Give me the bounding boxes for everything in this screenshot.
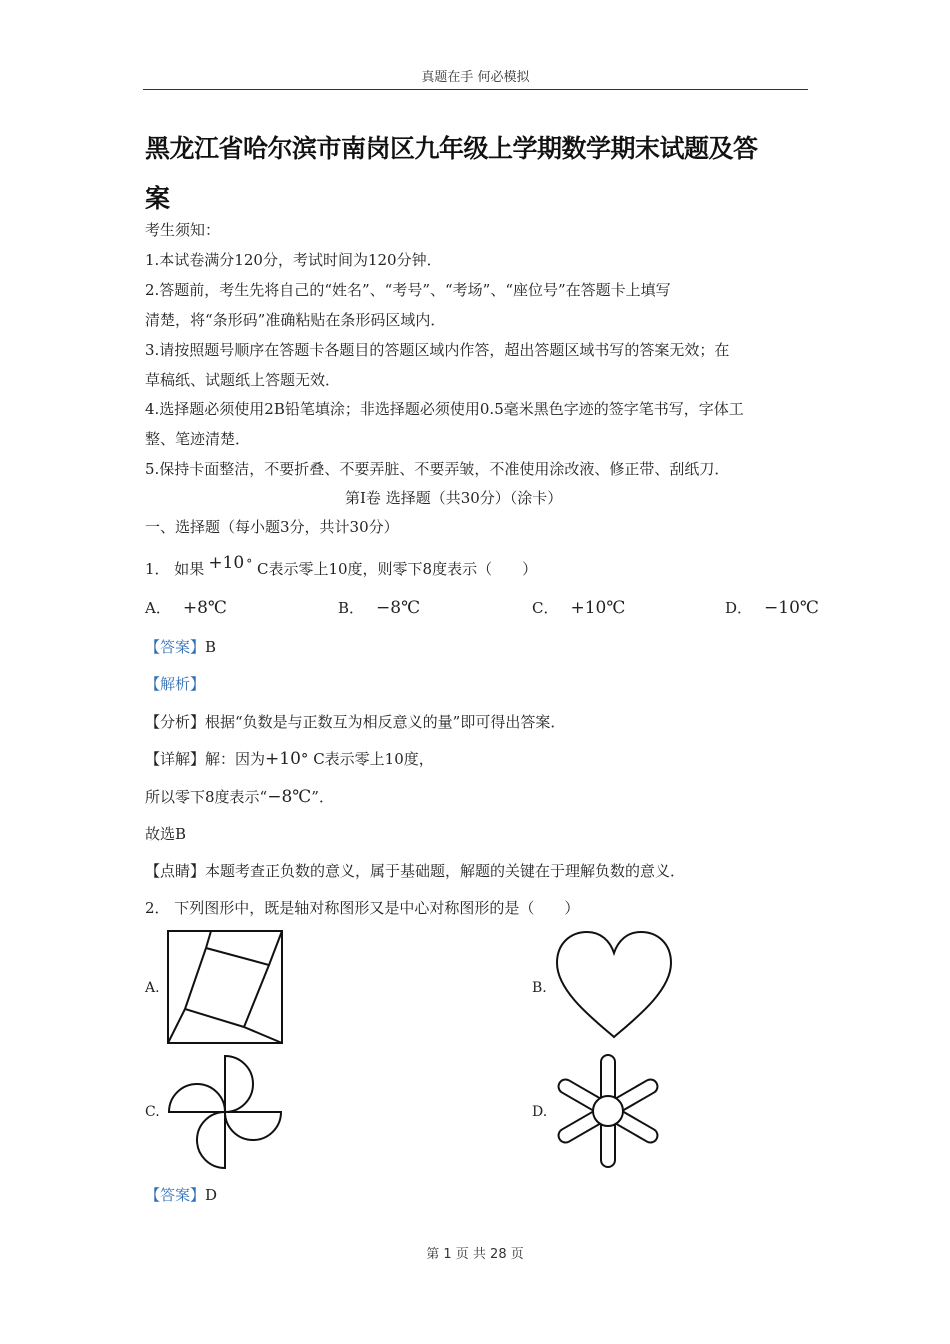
answer-value: D [205,1186,218,1204]
q1-so [145,786,334,807]
q1-comment [145,860,685,881]
detail-pre: 解：因为 [205,750,266,768]
option-label: C． [532,599,559,617]
header-divider [143,89,808,90]
fenxi-text: 根据“负数是与正数互为相反意义的量”即可得出答案． [205,713,566,731]
so-post: ”． [311,788,334,806]
page-header: 真题在手 何必模拟 [421,70,530,85]
notice-item: 2.答题前，考生先将自己的“姓名”、“考号”、“考场”、“座位号”在答题卡上填写 [145,281,671,299]
option-value: −10℃ [764,598,819,618]
so-pre: 所以零下8度表示“ [145,788,268,806]
figure-a-square-pinwheel [166,929,284,1047]
detail-math: +10 [265,749,301,769]
comment-tag: 【点睛】 [145,862,206,880]
q1-degree: ° [246,557,253,571]
q2-label-b: B. [532,980,547,996]
answer-tag: 【答案】 [145,1186,206,1204]
option-value: +8℃ [182,598,227,618]
answer-value: B [205,638,217,656]
q2-stem: 2． 下列图形中，既是轴对称图形又是中心对称图形的是（ ） [145,899,580,917]
so-math: −8℃ [267,787,312,807]
q2-label-a: A. [145,980,160,996]
q2-label-d: D. [532,1104,548,1120]
q1-answer [145,636,216,657]
fenxi-tag: 【分析】 [145,713,206,731]
q2-answer [145,1184,217,1205]
detail-post: ° C表示零上10度， [300,750,434,768]
figure-c-pinwheel [166,1053,284,1171]
figure-d-flower [553,1052,665,1170]
detail-tag: 【详解】 [145,750,206,768]
q1-math: +10 [208,553,245,573]
notice-item: 3.请按照题号顺序在答题卡各题目的答题区域内作答，超出答题区域书写的答案无效；在 [145,341,730,359]
q1-prefix: 1． 如果 [145,560,205,578]
notice-item: 1.本试卷满分120分，考试时间为120分钟． [145,251,442,269]
section-heading: 一、选择题（每小题3分，共计30分） [145,518,399,536]
q1-option-c [532,597,625,618]
comment-text: 本题考查正负数的意义，属于基础题，解题的关键在于理解负数的意义． [205,862,686,880]
q2-label-c: C. [145,1104,160,1120]
option-label: A． [145,599,171,617]
notice-item: 整、笔迹清楚． [145,430,251,448]
q1-option-b [338,597,420,618]
q1-choose: 故选B [145,825,187,843]
q1-stem [145,553,538,579]
page-footer: 第 1 页 共 28 页 [426,1247,524,1262]
option-value: −8℃ [376,598,421,618]
q1-fenxi [145,711,565,732]
q1-detail [145,748,434,769]
q1-option-d [725,597,819,618]
q1-suffix: C表示零上10度，则零下8度表示（ ） [252,560,538,578]
volume-heading: 第Ⅰ卷 选择题（共30分）（涂卡） [345,489,563,507]
option-label: B． [338,599,365,617]
notice-item: 清楚，将“条形码”准确粘贴在条形码区域内． [145,311,446,329]
notice-item: 4.选择题必须使用2B铅笔填涂；非选择题必须使用0.5毫米黑色字迹的签字笔书写，字体工 [145,400,744,418]
analysis-tag: 【解析】 [145,675,206,693]
option-label: D． [725,599,753,617]
notice-item: 5.保持卡面整洁，不要折叠、不要弄脏、不要弄皱，不准使用涂改液、修正带、刮纸刀． [145,460,730,478]
q1-analysis [145,673,205,694]
answer-tag: 【答案】 [145,638,206,656]
notice-heading: 考生须知： [145,221,221,239]
figure-b-heart [553,929,675,1041]
notice-item: 草稿纸、试题纸上答题无效． [145,371,341,389]
title-line-2: 案 [145,184,170,213]
title-line-1: 黑龙江省哈尔滨市南岗区九年级上学期数学期末试题及答 [145,134,758,163]
q1-option-a [145,597,227,618]
document-title [145,124,815,224]
option-value: +10℃ [570,598,626,618]
